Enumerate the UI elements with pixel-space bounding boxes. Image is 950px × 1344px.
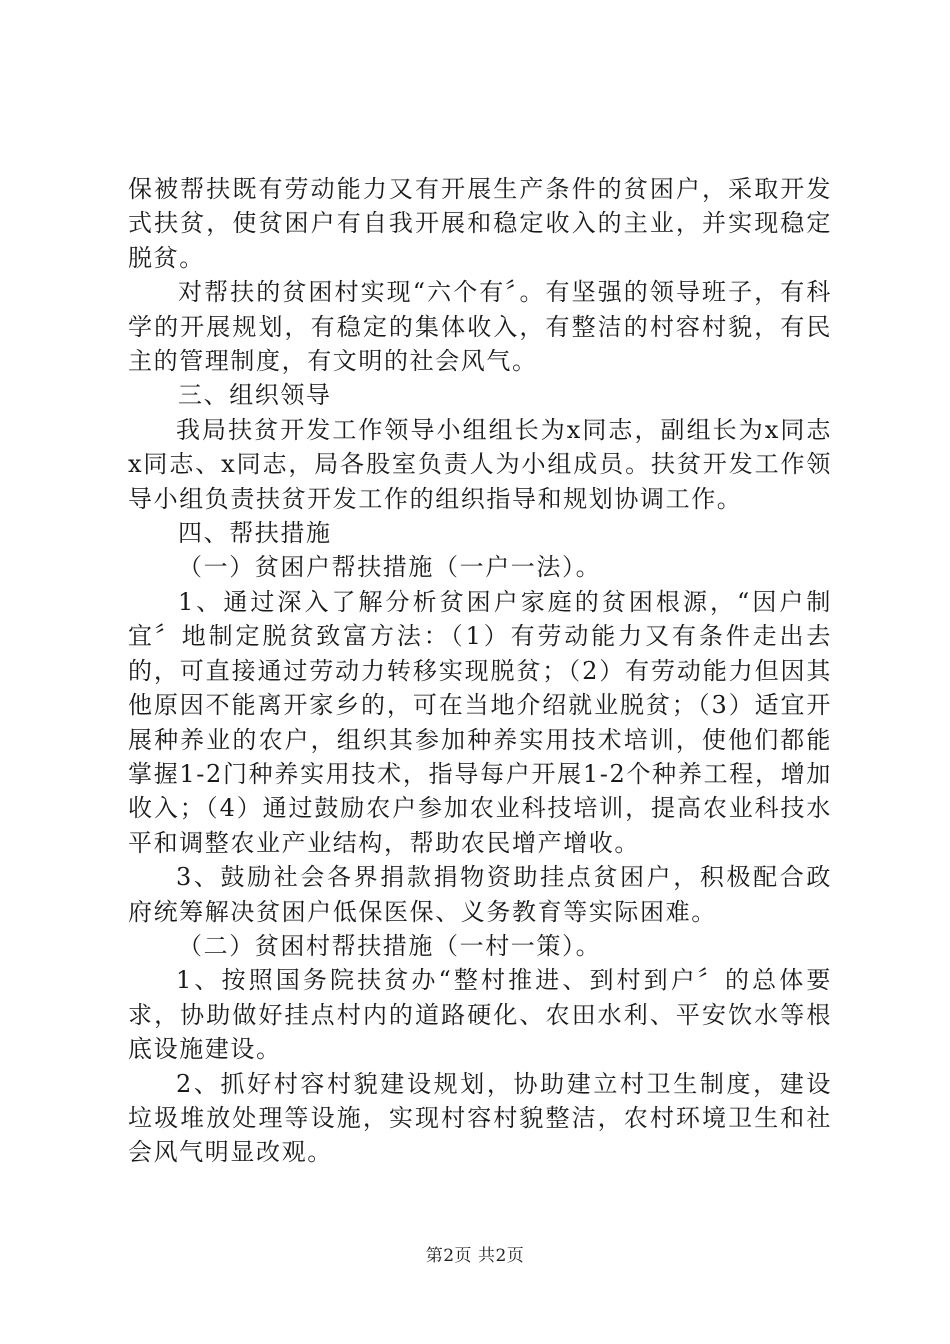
paragraph-village-measure-2: 2、抓好村容村貌建设规划，协助建立村卫生制度，建设垃圾堆放处理等设施，实现村容村貌整洁，农村环境卫生和社会风气明显改观。	[128, 1069, 832, 1167]
section-heading-measures: 四、帮扶措施	[178, 519, 332, 548]
paragraph-intro-continuation: 保被帮扶既有劳动能力又有开展生产条件的贫困户，采取开发式扶贫，使贫困户有自我开展和稳定收入的主业，并实现稳定脱贫。	[128, 175, 832, 272]
paragraph-household-measure-3: 3、鼓励社会各界捐款捐物资助挂点贫困户，积极配合政府统筹解决贫困户低保医保、义务教育等实际困难。	[128, 863, 832, 926]
subheading-village-measures: （二）贫困村帮扶措施（一村一策）。	[178, 931, 602, 960]
paragraph-leadership-group: 我局扶贫开发工作领导小组组长为x同志，副组长为x同志x同志、x同志，局各股室负责人为小组成员。扶贫开发工作领导小组负责扶贫开发工作的组织指导和规划协调工作。	[128, 415, 832, 513]
page-number-footer: 第2页 共2页	[425, 1246, 525, 1266]
paragraph-household-measure-1: 1、通过深入了解分析贫困户家庭的贫困根源，“因户制宜〞地制定脱贫致富方法：（1）有劳动能力又有条件走出去的，可直接通过劳动力转移实现脱贫；（2）有劳动能力但因其他原因不能离开家乡的，可在当地介绍就业脱贫；（3）适宜开展种养业的农户，组织其参加种养实用技术培训，使他们都能掌握1-2门种养实用技术，指导每户开展1-2个种养工程，增加收入；（4）通过鼓励农户参加农业科技培训，提高农业科技水平和调整农业产业结构，帮助农民增产增收。	[128, 587, 832, 857]
paragraph-village-measure-1: 1、按照国务院扶贫办“整村推进、到村到户〞的总体要求，协助做好挂点村内的道路硬化、农田水利、平安饮水等根底设施建设。	[128, 966, 832, 1064]
subheading-household-measures: （一）贫困户帮扶措施（一户一法）。	[178, 553, 602, 582]
section-heading-organization: 三、组织领导	[178, 381, 332, 410]
document-body	[128, 172, 832, 1170]
paragraph-six-haves: 对帮扶的贫困村实现“六个有〞。有坚强的领导班子，有科学的开展规划，有稳定的集体收入，有整洁的村容村貌，有民主的管理制度，有文明的社会风气。	[128, 278, 832, 376]
